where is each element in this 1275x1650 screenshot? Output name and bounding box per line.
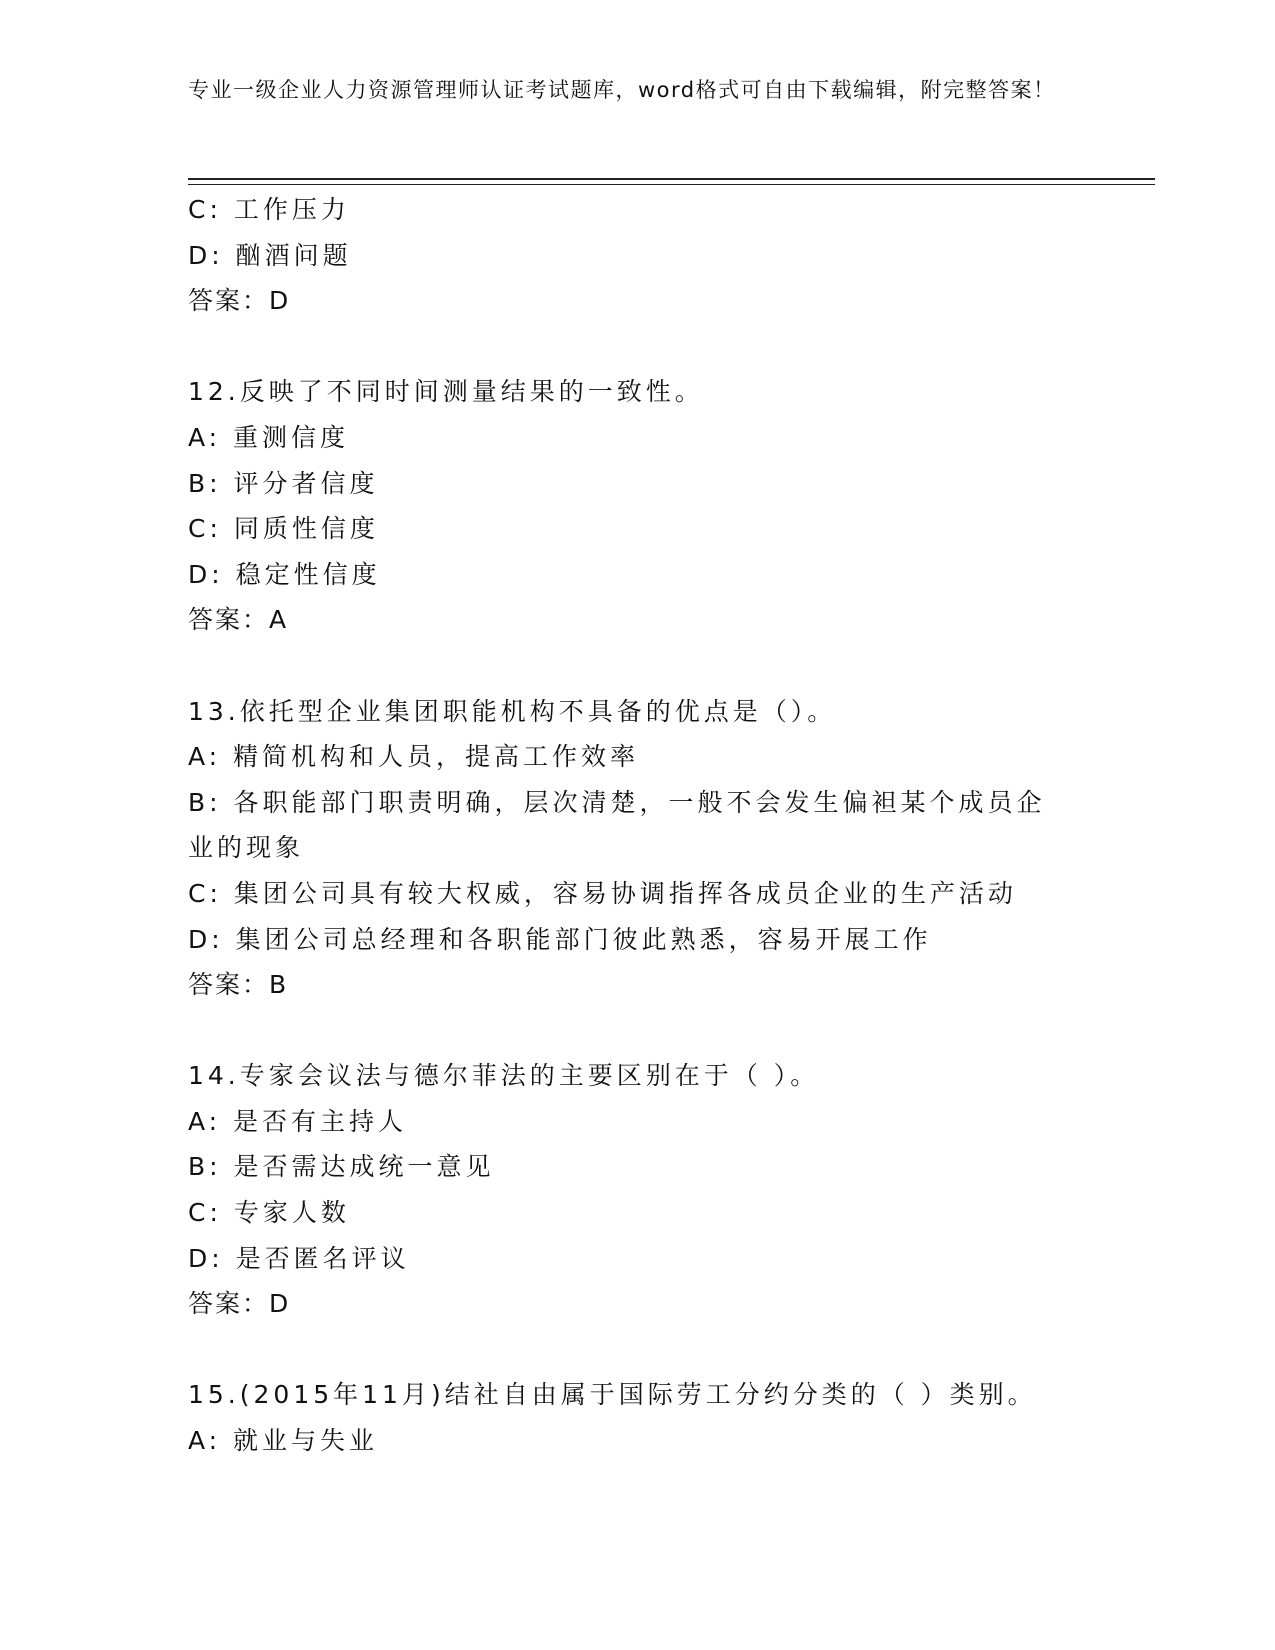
option-label: B: [188, 468, 210, 498]
option-label: D: [188, 924, 212, 954]
option-line: C: 工作压力: [188, 195, 350, 224]
spacer: [188, 324, 1088, 370]
answer-line: 答案：D: [188, 286, 291, 316]
option-label: D: [188, 1243, 212, 1273]
option-text: 同质性信度: [233, 514, 379, 544]
question-stem: 15.(2015年11月)结社自由属于国际劳工分约分类的（ ）类别。: [188, 1380, 1037, 1410]
option-line: C: 专家人数: [188, 1198, 350, 1228]
question-stem: 13.依托型企业集团职能机构不具备的优点是（）。: [188, 696, 837, 726]
header-divider-thin: [188, 184, 1155, 185]
answer-line: 答案：D: [188, 1289, 291, 1319]
option-text: 稳定性信度: [235, 559, 381, 589]
option-text: 精简机构和人员，提高工作效率: [233, 742, 640, 772]
option-line: A: 重测信度: [188, 422, 350, 452]
spacer: [188, 1327, 1088, 1373]
option-line: A: 就业与失业: [188, 1426, 379, 1456]
option-text: 是否需达成统一意见: [233, 1152, 495, 1182]
option-line: D: 是否匿名评议: [188, 1243, 410, 1273]
answer-line: 答案：A: [188, 605, 289, 635]
option-text: 工作压力: [233, 195, 350, 224]
spacer: [188, 643, 1088, 689]
option-label: D: [188, 240, 212, 270]
option-line: C: 集团公司具有较大权威，容易协调指挥各成员企业的生产活动: [188, 878, 1017, 908]
option-line: B: 各职能部门职责明确，层次清楚，一般不会发生偏袒某个成员企业的现象: [188, 787, 1046, 863]
option-label: B: [188, 787, 210, 817]
option-text: 是否匿名评议: [235, 1243, 410, 1273]
option-line: D: 稳定性信度: [188, 559, 381, 589]
option-label: C: [188, 878, 210, 908]
option-label: A: [188, 1106, 209, 1136]
option-label: B: [188, 1152, 210, 1182]
option-text: 专家人数: [233, 1198, 350, 1228]
option-text: 集团公司具有较大权威，容易协调指挥各成员企业的生产活动: [233, 878, 1017, 908]
option-label: D: [188, 559, 212, 589]
option-line: B: 评分者信度: [188, 468, 379, 498]
option-text: 重测信度: [233, 422, 350, 452]
option-label: A: [188, 422, 209, 452]
option-line: D: 集团公司总经理和各职能部门彼此熟悉，容易开展工作: [188, 924, 932, 954]
option-text: 是否有主持人: [233, 1106, 408, 1136]
header-title: 专业一级企业人力资源管理师认证考试题库，word格式可自由下载编辑，附完整答案！: [188, 78, 1056, 102]
question-stem: 12.反映了不同时间测量结果的一致性。: [188, 377, 704, 407]
option-text: 酗酒问题: [235, 240, 352, 270]
option-label: C: [188, 514, 210, 544]
option-line: A: 是否有主持人: [188, 1106, 408, 1136]
question-stem: 14.专家会议法与德尔菲法的主要区别在于（ ）。: [188, 1061, 820, 1091]
spacer: [188, 1008, 1088, 1054]
option-line: B: 是否需达成统一意见: [188, 1152, 495, 1182]
option-label: A: [188, 1426, 209, 1456]
option-line: D: 酗酒问题: [188, 240, 352, 270]
option-text: 各职能部门职责明确，层次清楚，一般不会发生偏袒某个成员企业的现象: [188, 787, 1046, 863]
question-list: [188, 187, 1088, 1464]
answer-line: 答案：B: [188, 970, 289, 1000]
header-divider-thick: [188, 178, 1155, 180]
option-text: 就业与失业: [233, 1426, 379, 1456]
option-line: A: 精简机构和人员，提高工作效率: [188, 742, 640, 772]
option-text: 评分者信度: [233, 468, 379, 498]
option-line: C: 同质性信度: [188, 514, 379, 544]
option-label: C: [188, 195, 210, 224]
option-text: 集团公司总经理和各职能部门彼此熟悉，容易开展工作: [235, 924, 932, 954]
option-label: A: [188, 742, 209, 772]
document-header: [188, 74, 1068, 107]
option-label: C: [188, 1198, 210, 1228]
